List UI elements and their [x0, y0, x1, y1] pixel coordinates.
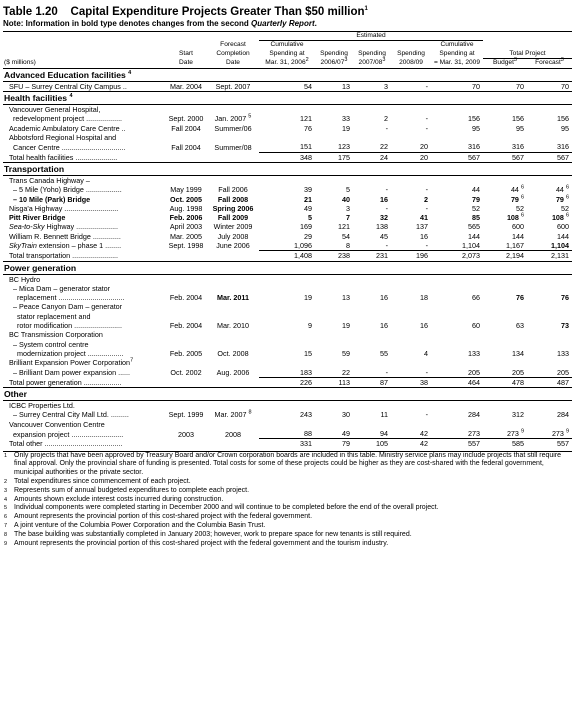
- total-project-header: Total Project: [483, 50, 572, 59]
- note-end: .: [314, 18, 317, 28]
- year-0607-header: $2006/07^3$: [315, 59, 353, 69]
- power-total-row: Total power generation ................... 226 113 87 38 464 478 487: [9, 377, 569, 387]
- table-title: [3, 3, 572, 19]
- footnote: 2 Total expenditures since commencement of each project.: [4, 478, 191, 486]
- health-total-row: Total health facilities ..................... 348 175 24 20 567 567 567: [9, 152, 569, 162]
- table-row: SkyTrain extension – phase 1 ........ Sept. 1998 June 2006 1,096 8 - - 1,104 1,167 1,104: [3, 241, 572, 251]
- section-health: Health facilities $^4$: [3, 92, 572, 105]
- table-row: stator replacement and: [17, 311, 91, 321]
- section-transportation: Transportation: [3, 162, 572, 175]
- table-row: – Mica Dam – generator stator: [13, 283, 111, 293]
- table-row: – 10 Mile (Park) Bridge Oct. 2005 Fall 2008 21 40 16 2 79 79 $^6$ 79 $^6$: [13, 194, 569, 204]
- transportation-total-row: Total transportation ....................... 1,408 238 231 196 2,073 2,194 2,131: [9, 251, 569, 261]
- millions-label: ($ millions): [3, 59, 165, 69]
- year-0708-header: $2007/08^3$: [353, 59, 391, 69]
- footnote: 4 Amounts shown exclude interest costs incurred during construction.: [4, 495, 224, 503]
- table-row: Brilliant Expansion Power Corporation$^7$: [9, 357, 134, 368]
- table-row: – Surrey Central City Mall Ltd. ......... Sept. 1999 Mar. 2007 $^8$ 243 30 11 - 284 312 284: [13, 410, 569, 420]
- footnote: 6 Amount represents the provincial portion of this cost-shared project with the federal government.: [4, 513, 313, 521]
- section-other: Other: [3, 388, 572, 401]
- year-0809-header: 2008/09: [391, 59, 431, 69]
- start-header: Start: [179, 50, 193, 58]
- table-row: Abbotsford Regional Hospital and: [9, 133, 117, 143]
- mar2006-header: Mar. 31, 2006$^2$: [259, 59, 315, 69]
- table-row: Pitt River Bridge Feb. 2006 Fall 2009 5 7 32 41 85 108 $^6$ 108 $^6$: [9, 212, 569, 223]
- title-footnote-ref: 1: [364, 6, 368, 12]
- table-row: William R. Bennett Bridge .............. Mar. 2005 July 2008 29 54 45 16 144 144 144: [9, 231, 569, 241]
- table-row: Vancouver Convention Centre: [9, 419, 105, 429]
- note-italic: Quarterly Report: [251, 18, 315, 28]
- mar2009-header: = Mar. 31, 2009: [431, 59, 483, 69]
- other-total-row: Total other ....................................... 331 79 105 42 557 585 557: [9, 439, 569, 449]
- table-row: Trans Canada Highway –: [9, 175, 90, 185]
- cumulative-header-2: Cumulative: [440, 41, 474, 49]
- forecast-header: Forecast: [220, 41, 246, 49]
- spending-header-1: Spending: [320, 50, 348, 58]
- table-row: Vancouver General Hospital,: [9, 105, 101, 115]
- table-row: ICBC Properties Ltd.: [9, 401, 75, 411]
- table-row: replacement ................................. Feb. 2004 Mar. 2011 19 13 16 18 66 76 76: [17, 293, 569, 303]
- section-power-generation: Power generation: [3, 261, 572, 274]
- completion-date-header: Date: [207, 59, 259, 69]
- table-row: rotor modification ........................ Feb. 2004 Mar. 2010 9 19 16 16 60 63 73: [17, 321, 569, 331]
- table-title-text: Capital Expenditure Projects Greater Than $50 million: [70, 5, 365, 18]
- table-row: – Peace Canyon Dam – generator: [13, 302, 123, 312]
- table-row: BC Transmission Corporation: [9, 330, 103, 340]
- section-advanced-education: Advanced Education facilities $^4$: [3, 68, 572, 81]
- note-text: Note: Information in bold type denotes changes from the second: [3, 18, 252, 28]
- table-row: redevelopment project .................. Sept. 2000 Jan. 2007 $^5$ 121 33 2 - 156 156 156: [13, 114, 569, 124]
- footnote: 5 Individual components were completed starting in December 2000 and will continue to be completed before the end of the overall project.: [4, 504, 439, 512]
- table-row: Sea-to-Sky Highway ..................... April 2003 Winter 2009 169 121 138 137 565 600 600: [9, 222, 569, 232]
- spending-at-header-2: Spending at: [439, 50, 475, 58]
- spending-header-3: Spending: [397, 50, 425, 58]
- header-row-1: [3, 31, 572, 41]
- table-row: modernization project .................. Feb. 2005 Oct. 2008 15 59 55 4 133 134 133: [17, 348, 569, 358]
- budget-header: Budget$^3$: [483, 59, 527, 69]
- table-number: Table 1.20: [3, 5, 58, 18]
- footnotes: [3, 451, 572, 549]
- table-row: Nisga'a Highway ........................... Aug. 1998 Spring 2006 49 3 - - 52 52 52: [9, 203, 569, 213]
- table-row: SFU – Surrey Central City Campus .. Mar. 2004 Sept. 2007 54 13 3 - 70 70 70: [9, 81, 569, 91]
- table-row: Cancer Centre ................................ Fall 2004 Summer/08 151 123 22 20 316 316 316: [3, 142, 572, 152]
- header-row-3: [3, 50, 572, 59]
- footnote: 1 Only projects that have been approved by Treasury Board and/or Crown corporation boards are included in this table. Ministry service plans may include projects that still require final approval. Only the provincial share of funding is presented. Total costs for some of these projects could be higher as they are cost-shared with the federal government, municipal authorities or the private sector.: [3, 451, 572, 478]
- capital-projects-table: [3, 31, 572, 449]
- estimated-header: Estimated: [259, 31, 483, 41]
- table-row: – Brilliant Dam power expansion ...... Oct. 2002 Aug. 2006 183 22 - - 205 205 205: [3, 368, 572, 378]
- cumulative-header: Cumulative: [270, 41, 304, 49]
- table-row: – 5 Mile (Yoho) Bridge .................. May 1999 Fall 2006 39 5 - - 44 44 $^6$ 44 $^6$: [13, 184, 569, 195]
- table-row: expansion project .......................... 2003 2008 88 49 94 42 273 273 $^9$ 273 $^9$: [3, 429, 572, 439]
- footnote: 9 Amount represents the provincial portion of this cost-shared project with the federal government and the tourism industry.: [4, 539, 389, 547]
- completion-header: Completion: [216, 50, 250, 58]
- footnote: 3 Represents sum of annual budgeted expenditures to complete each project.: [4, 486, 250, 494]
- start-date-header: Date: [165, 59, 207, 69]
- table-row: – System control centre: [13, 339, 89, 349]
- header-row-2: [3, 41, 572, 50]
- spending-at-header: Spending at: [269, 50, 305, 58]
- table-row: Academic Ambulatory Care Centre .. Fall 2004 Summer/06 76 19 - - 95 95 95: [9, 123, 569, 133]
- table-note: [3, 19, 572, 29]
- footnote: 8 The base building was substantially completed in January 2003; however, work to prepare space for new tenants is still required.: [4, 530, 412, 538]
- table-row: BC Hydro: [9, 274, 41, 284]
- spending-header-2: Spending: [358, 50, 386, 58]
- forecast-col-header: Forecast$^3$: [527, 59, 572, 69]
- footnote: 7 A joint venture of the Columbia Power Corporation and the Columbia Basin Trust.: [4, 522, 266, 529]
- header-row-4: [3, 59, 572, 69]
